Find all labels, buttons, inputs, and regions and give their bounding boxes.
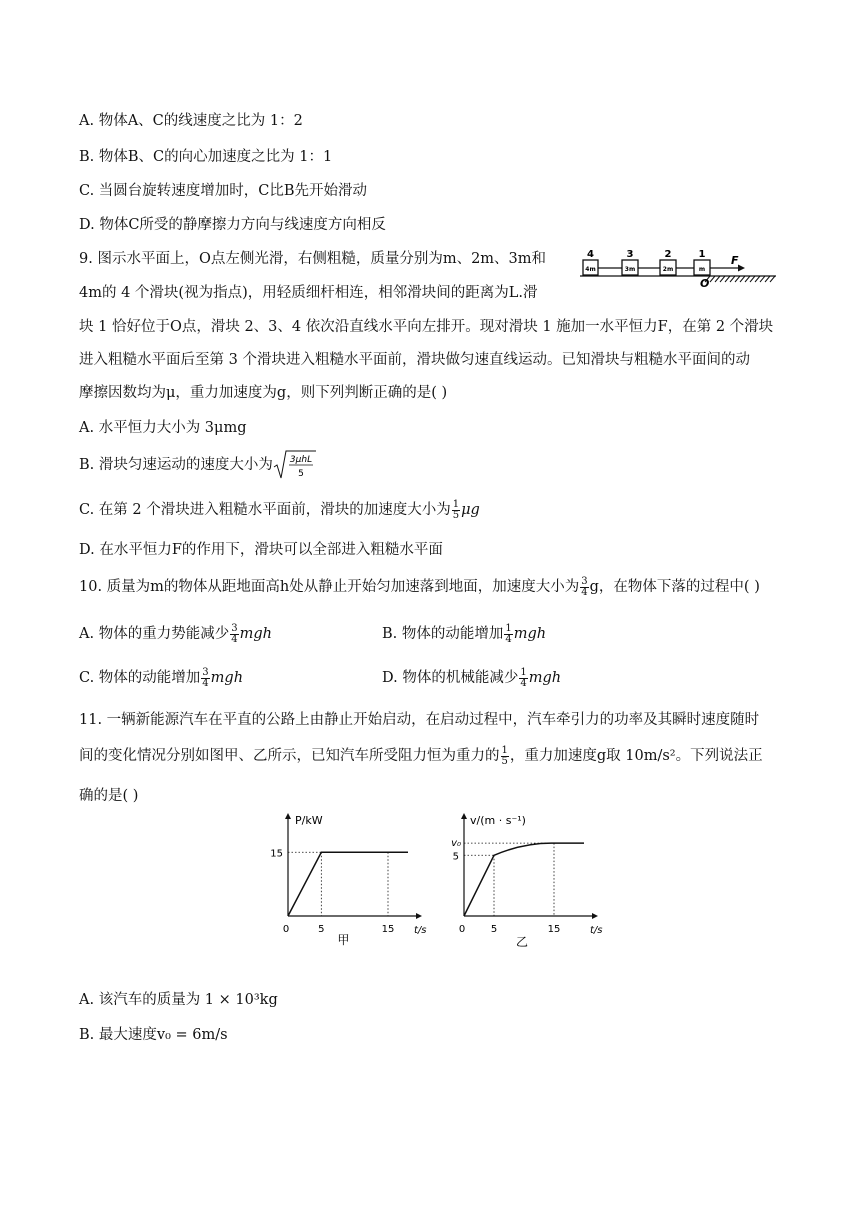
force-label: F <box>731 254 739 267</box>
q9-option-c <box>79 498 480 522</box>
y-tick-label: 15 <box>270 848 283 860</box>
x-axis-label: t/s <box>590 925 603 936</box>
fraction: $\frac{1}{5}$ <box>501 744 508 767</box>
y-tick-label: v₀ <box>451 838 461 850</box>
q11-stem-line-1: 11. 一辆新能源汽车在平直的公路上由静止开始启动，在启动过程中，汽车牵引力的功率及其瞬时速度随时 <box>79 712 760 728</box>
q9-option-c-suffix: μg <box>461 502 480 518</box>
block-3-number: 3 <box>626 249 634 260</box>
q9-stem-line-1: 9. 图示水平面上，O点左侧光滑，右侧粗糙，质量分别为m、2m、3m和 <box>79 251 547 267</box>
sqrt-symbol <box>273 448 317 482</box>
q11-stem-line-2: 间的变化情况分别如图甲、乙所示，已知汽车所受阻力恒为重力的 $\frac{1}{5}$ ，重力加速度g取 10m/s²。下列说法正 <box>79 744 763 767</box>
y-tick-label: 5 <box>452 851 459 863</box>
block-2-number: 2 <box>664 249 672 260</box>
x-axis-arrow <box>592 913 598 919</box>
q9-stem-line-5: 摩擦因数均为μ，重力加速度为g，则下列判断正确的是( ) <box>79 385 448 401</box>
q8-option-a: A. 物体A、C的线速度之比为 1：2 <box>79 113 303 129</box>
q8-option-d: D. 物体C所受的静摩擦力方向与线速度方向相反 <box>79 217 386 233</box>
q11-option-b: B. 最大速度v₀ = 6m/s <box>79 1027 228 1043</box>
x-tick-label: 5 <box>318 924 325 935</box>
q9-option-b <box>79 448 317 482</box>
origin-label: O <box>700 277 710 290</box>
chart-velocity-time <box>440 808 610 953</box>
power-curve <box>288 852 408 916</box>
x-axis-arrow <box>416 913 422 919</box>
y-axis-arrow <box>461 813 467 819</box>
q9-option-b-text: B. 滑块匀速运动的速度大小为 <box>79 457 273 473</box>
q9-option-c-text: C. 在第 2 个滑块进入粗糙水平面前，滑块的加速度大小为 <box>79 502 451 518</box>
y-axis-label: P/kW <box>295 814 323 827</box>
x-tick-label: 0 <box>458 924 466 935</box>
block-2-label: 2m <box>662 266 674 273</box>
q10-option-d: D. 物体的机械能减少 $\frac{1}{4}$ mgh <box>382 666 562 689</box>
q10-option-b: B. 物体的动能增加 $\frac{1}{4}$ mgh <box>382 622 547 645</box>
fraction: $\frac{1}{5}$ <box>452 498 460 521</box>
x-tick-label: 15 <box>547 924 561 935</box>
x-axis-label: t/s <box>414 925 427 936</box>
q10-option-c: C. 物体的动能增加 $\frac{3}{4}$ mgh <box>79 666 244 689</box>
y-axis-label: v/(m · s⁻¹) <box>470 814 526 827</box>
q9-stem-line-3: 块 1 恰好位于O点，滑块 2、3、4 依次沿直线水平向左排开。现对滑块 1 施加一水平恒力F，在第 2 个滑块 <box>79 319 774 335</box>
q9-option-a: A. 水平恒力大小为 3μmg <box>79 420 247 436</box>
chart-caption: 乙 <box>515 935 529 949</box>
fraction: $\frac{3}{4}$ <box>581 575 588 598</box>
block-1-number: 1 <box>698 249 706 260</box>
x-tick-label: 15 <box>381 924 395 935</box>
q10-option-a: A. 物体的重力势能减少 $\frac{3}{4}$ mgh <box>79 622 272 645</box>
q8-option-c: C. 当圆台旋转速度增加时，C比B先开始滑动 <box>79 183 368 199</box>
q9-b-denominator: 5 <box>298 469 304 479</box>
q9-b-numerator: 3μhL <box>289 455 312 465</box>
block-4-number: 4 <box>587 249 594 260</box>
chart-power-time <box>262 808 427 953</box>
q9-blocks-figure <box>578 246 778 288</box>
x-tick-label: 0 <box>282 924 290 935</box>
q9-stem-line-2: 4m的 4 个滑块(视为指点)，用轻质细杆相连，相邻滑块间的距离为L.滑 <box>79 285 538 301</box>
q11-stem-line-3: 确的是( ) <box>79 788 139 804</box>
q10-stem-suffix: g，在物体下落的过程中( ) <box>589 579 760 595</box>
q8-option-b: B. 物体B、C的向心加速度之比为 1：1 <box>79 149 333 165</box>
q10-stem-text: 10. 质量为m的物体从距地面高h处从静止开始匀加速落到地面，加速度大小为 <box>79 579 580 595</box>
q9-stem-line-4: 进入粗糙水平面后至第 3 个滑块进入粗糙水平面前，滑块做匀速直线运动。已知滑块与粗糙水平面间的动 <box>79 352 750 368</box>
x-tick-label: 5 <box>490 924 498 935</box>
q10-stem <box>79 575 760 599</box>
q9-option-d: D. 在水平恒力F的作用下，滑块可以全部进入粗糙水平面 <box>79 542 443 558</box>
y-axis-arrow <box>285 813 291 819</box>
block-4-label: 4m <box>585 266 596 273</box>
block-3-label: 3m <box>624 266 636 273</box>
block-1-label: m <box>698 266 706 273</box>
q11-option-a: A. 该汽车的质量为 1 × 10³kg <box>79 992 278 1008</box>
chart-caption: 甲 <box>337 933 350 947</box>
velocity-curve <box>464 843 584 916</box>
